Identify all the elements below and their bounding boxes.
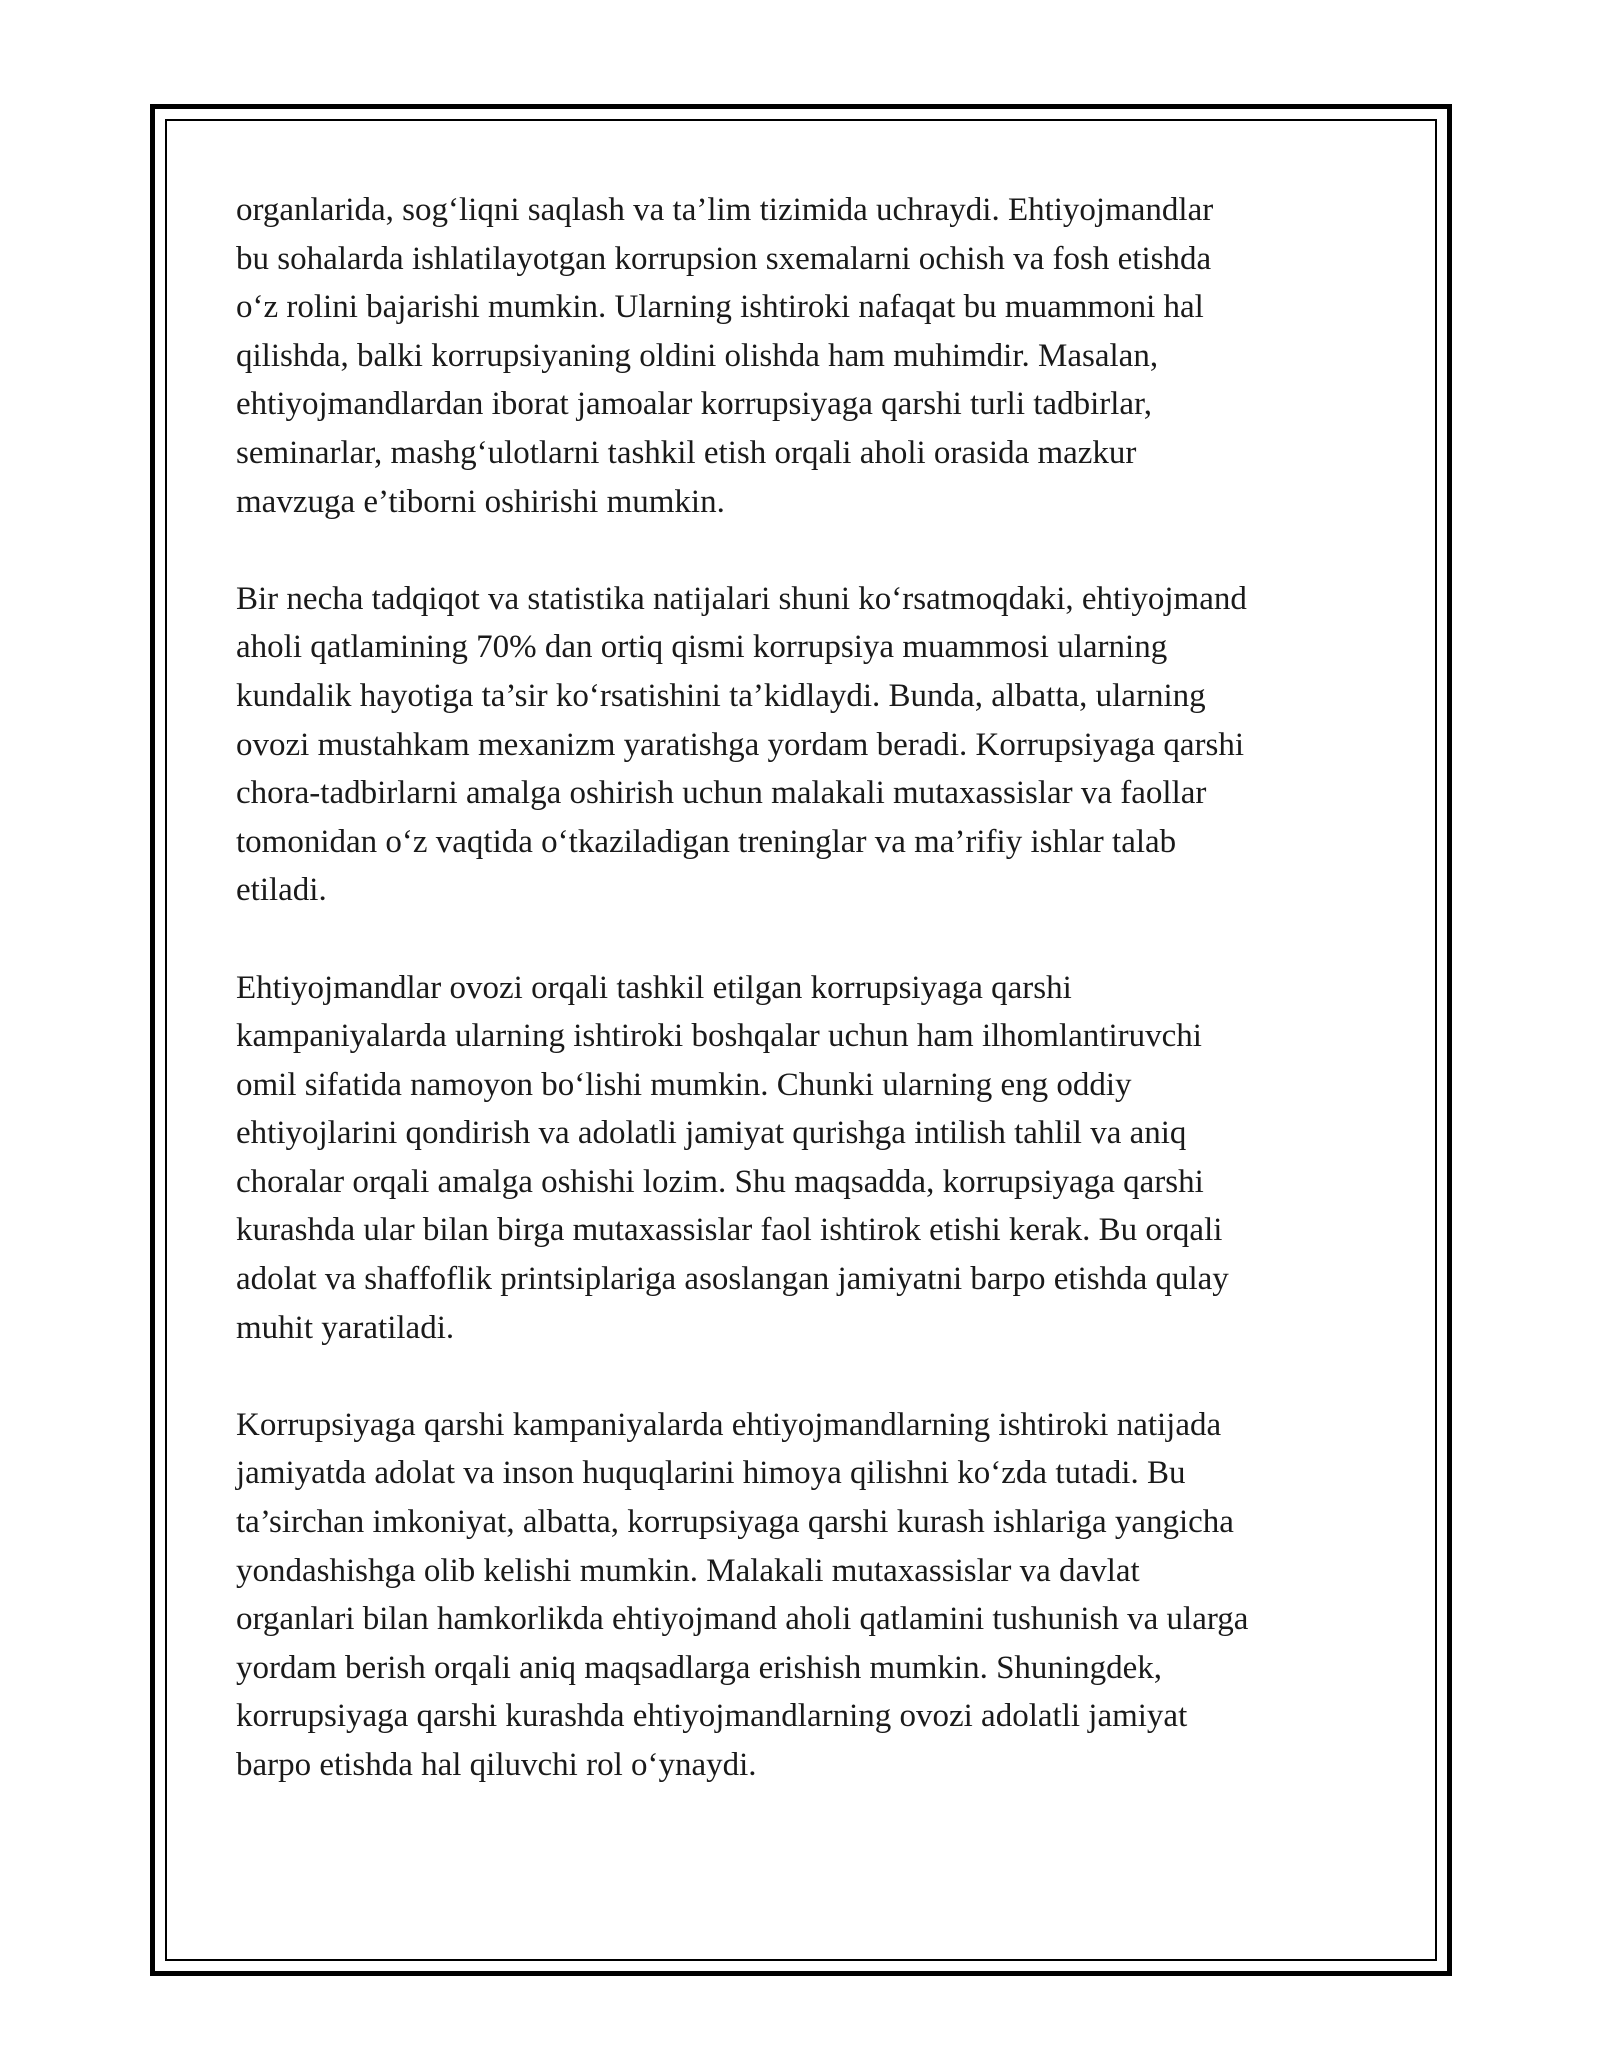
text-line: omil sifatida namoyon bo‘lishi mumkin. Chunki ularning eng oddiy bbox=[236, 1066, 1132, 1103]
text-line: korrupsiyaga qarshi kurashda ehtiyojmandlarning ovozi adolatli jamiyat bbox=[236, 1698, 1188, 1735]
text-line: Bir necha tadqiqot va statistika natijalari shuni ko‘rsatmoqdaki, ehtiyojmand bbox=[236, 580, 1247, 617]
text-line: organlari bilan hamkorlikda ehtiyojmand aholi qatlamini tushunish va ularga bbox=[236, 1601, 1249, 1638]
text-line: yordam berish orqali aniq maqsadlarga erishish mumkin. Shuningdek, bbox=[236, 1649, 1162, 1686]
text-line: tomonidan o‘z vaqtida o‘tkaziladigan treninglar va ma’rifiy ishlar talab bbox=[236, 823, 1177, 860]
text-line: kundalik hayotiga ta’sir ko‘rsatishini ta’kidlaydi. Bunda, albatta, ularning bbox=[236, 677, 1206, 714]
text-line: ovozi mustahkam mexanizm yaratishga yordam beradi. Korrupsiyaga qarshi bbox=[236, 726, 1245, 763]
text-line: organlarida, sog‘liqni saqlash va ta’lim tizimida uchraydi. Ehtiyojmandlar bbox=[236, 192, 1214, 228]
text-line: aholi qatlamining 70% dan ortiq qismi korrupsiya muammosi ularning bbox=[236, 629, 1168, 666]
document-body bbox=[236, 186, 1376, 1790]
text-line: muhit yaratiladi. bbox=[236, 1309, 455, 1346]
text-line: choralar orqali amalga oshishi lozim. Shu maqsadda, korrupsiyaga qarshi bbox=[236, 1163, 1204, 1200]
text-line: ehtiyojmandlardan iborat jamoalar korrupsiyaga qarshi turli tadbirlar, bbox=[236, 386, 1152, 423]
text-line: adolat va shaffoflik printsiplariga asoslangan jamiyatni barpo etishda qulay bbox=[236, 1261, 1229, 1298]
text-line: Korrupsiyaga qarshi kampaniyalarda ehtiyojmandlarning ishtiroki natijada bbox=[236, 1406, 1222, 1443]
paragraph-4 bbox=[236, 1401, 1376, 1790]
text-line: yondashishga olib kelishi mumkin. Malakali mutaxassislar va davlat bbox=[236, 1552, 1140, 1589]
text-line: qilishda, balki korrupsiyaning oldini olishda ham muhimdir. Masalan, bbox=[236, 337, 1159, 374]
text-line: seminarlar, mashg‘ulotlarni tashkil etish orqali aholi orasida mazkur bbox=[236, 434, 1137, 471]
text-line: ta’sirchan imkoniyat, albatta, korrupsiyaga qarshi kurash ishlariga yangicha bbox=[236, 1504, 1234, 1541]
text-line: mavzuga e’tiborni oshirishi mumkin. bbox=[236, 483, 725, 520]
text-line: Ehtiyojmandlar ovozi orqali tashkil etilgan korrupsiyaga qarshi bbox=[236, 969, 1072, 1006]
text-line: barpo etishda hal qiluvchi rol o‘ynaydi. bbox=[236, 1747, 757, 1783]
text-line: o‘z rolini bajarishi mumkin. Ularning ishtiroki nafaqat bu muammoni hal bbox=[236, 289, 1204, 326]
text-line: ehtiyojlarini qondirish va adolatli jamiyat qurishga intilish tahlil va aniq bbox=[236, 1115, 1187, 1152]
text-line: bu sohalarda ishlatilayotgan korrupsion sxemalarni ochish va fosh etishda bbox=[236, 240, 1212, 277]
text-line: jamiyatda adolat va inson huquqlarini himoya qilishni ko‘zda tutadi. Bu bbox=[236, 1455, 1186, 1492]
text-line: chora-tadbirlarni amalga oshirish uchun malakali mutaxassislar va faollar bbox=[236, 775, 1207, 812]
paragraph-1 bbox=[236, 186, 1376, 526]
text-line: kampaniyalarda ularning ishtiroki boshqalar uchun ham ilhomlantiruvchi bbox=[236, 1018, 1202, 1055]
text-line: etiladi. bbox=[236, 872, 327, 909]
paragraph-2 bbox=[236, 575, 1376, 915]
text-line: kurashda ular bilan birga mutaxassislar faol ishtirok etishi kerak. Bu orqali bbox=[236, 1212, 1223, 1249]
paragraph-3 bbox=[236, 964, 1376, 1353]
